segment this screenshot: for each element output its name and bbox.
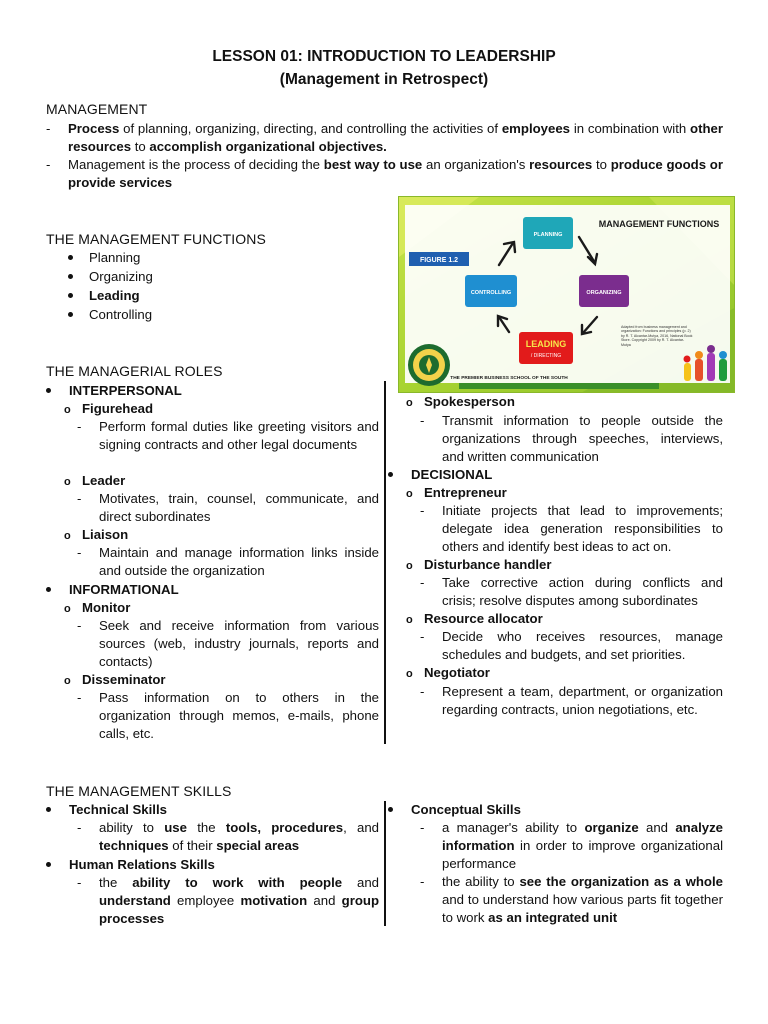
role-spokesperson-desc: - Transmit information to people outside the organizations through speeches, interviews, and written communication	[420, 413, 723, 464]
figure-title: MANAGEMENT FUNCTIONS	[598, 219, 720, 229]
text-run: other resources	[68, 121, 724, 154]
text-run: see the organization as a whole	[519, 874, 723, 889]
text-run: resources	[529, 157, 593, 172]
text-run: accomplish organizational objectives.	[149, 139, 387, 154]
skill-conceptual-desc-1: - a manager's ability to organize and analyze information in order to improve organizational performance	[420, 820, 723, 871]
role-category-informational: INFORMATIONAL	[46, 581, 179, 599]
role-resource-allocator: o Resource allocator	[406, 611, 543, 626]
text-run: a manager's ability to	[442, 820, 585, 835]
role-liaison-desc: - Maintain and manage information links inside and outside the organization	[77, 545, 379, 578]
function-item-planning: Planning	[68, 249, 153, 268]
text-run: and	[638, 820, 676, 835]
text-run: use	[164, 820, 187, 835]
text-run: in combination with	[570, 121, 691, 136]
text-run: the	[186, 820, 226, 835]
skills-column-divider	[384, 801, 386, 926]
text-run: special areas	[216, 838, 300, 853]
text-run: , and	[343, 820, 379, 835]
functions-list	[68, 249, 153, 325]
skill-human-relations: Human Relations Skills	[46, 856, 215, 874]
text-run: the ability to	[442, 874, 520, 889]
skill-technical: Technical Skills	[46, 801, 167, 819]
text-run: and to understand how various parts fit together to work	[442, 892, 723, 925]
role-category-interpersonal: INTERPERSONAL	[46, 382, 182, 400]
role-disturbance-handler-desc: - Take corrective action during conflicts and crisis; resolve disputes among subordinates	[420, 575, 723, 608]
text-run: ability to	[99, 820, 165, 835]
text-run: analyze information	[442, 820, 723, 853]
role-negotiator: o Negotiator	[406, 665, 490, 680]
management-item-2: - Management is the process of deciding the best way to use an organization's resources to produce goods or provide services	[46, 157, 723, 190]
text-run: understand	[99, 893, 171, 908]
text-run: of their	[168, 838, 217, 853]
text-run: the	[99, 875, 133, 890]
text-run: to	[131, 139, 150, 154]
role-disseminator-desc: - Pass information on to others in the organization through memos, e-mails, phone calls, etc.	[77, 690, 379, 741]
text-run: Management is the process of deciding the	[68, 157, 324, 172]
role-resource-allocator-desc: - Decide who receives resources, manage schedules and budgets, and set priorities.	[420, 629, 723, 662]
role-monitor: o Monitor	[64, 600, 131, 615]
lesson-subtitle: (Management in Retrospect)	[279, 71, 489, 88]
text-run: and	[342, 875, 380, 890]
text-run: employee	[170, 893, 241, 908]
school-seal-icon	[408, 344, 450, 386]
text-run: as an integrated unit	[488, 910, 618, 925]
skill-conceptual-desc-2: - the ability to see the organization as a whole and to understand how various parts fit together to work as an integrated unit	[420, 874, 723, 925]
function-item-leading: Leading	[68, 287, 153, 306]
role-figurehead-desc: - Perform formal duties like greeting visitors and signing contracts and other legal documents	[77, 419, 379, 452]
lesson-title: LESSON 01: INTRODUCTION TO LEADERSHIP	[212, 48, 556, 65]
roles-heading: THE MANAGERIAL ROLES	[46, 363, 223, 379]
text-run: and	[307, 893, 342, 908]
management-item-1: - Process of planning, organizing, directing, and controlling the activities of employees in combination with other resources to accomplish organizational objectives.	[46, 121, 724, 154]
text-run: motivation	[240, 893, 308, 908]
figure-tag: FIGURE 1.2	[419, 257, 459, 264]
role-disseminator: o Disseminator	[64, 672, 166, 687]
text-run: group processes	[99, 893, 379, 926]
text-run: employees	[501, 121, 571, 136]
role-leader-desc: - Motivates, train, counsel, communicate, and direct subordinates	[77, 491, 379, 524]
role-negotiator-desc: - Represent a team, department, or organization regarding contracts, union negotiations, etc.	[420, 684, 723, 717]
figure-planning-box: PLANNING	[533, 232, 563, 238]
skill-conceptual: Conceptual Skills	[388, 801, 521, 819]
role-spokesperson: o Spokesperson	[406, 394, 515, 409]
management-heading: MANAGEMENT	[46, 101, 148, 117]
figure-graphic	[399, 197, 735, 393]
role-leader: o Leader	[64, 473, 126, 488]
figure-leading-box: LEADING	[525, 339, 567, 349]
text-run: ability to work with people	[132, 875, 343, 890]
role-entrepreneur: o Entrepreneur	[406, 485, 507, 500]
figure-credit: Adapted from business management and organization: Functions and principles (p. 2) by R. T. Alcantar-Mutya, 2016, National Book Store. Copyright 2009 by R. T. Alcantar-Mutya	[621, 325, 693, 347]
text-run: an organization's	[422, 157, 530, 172]
figure-organizing-box: ORGANIZING	[586, 290, 622, 296]
skill-technical-desc: - ability to use the tools, procedures, and techniques of their special areas	[77, 820, 379, 853]
skills-heading: THE MANAGEMENT SKILLS	[46, 783, 232, 799]
text-run: of planning, organizing, directing, and controlling the activities of	[119, 121, 502, 136]
text-run: in order to improve organizational performance	[442, 838, 723, 871]
text-run: organize	[584, 820, 639, 835]
role-category-decisional: DECISIONAL	[388, 466, 492, 484]
function-item-organizing: Organizing	[68, 268, 153, 287]
text-run: Process	[68, 121, 120, 136]
role-liaison: o Liaison	[64, 527, 129, 542]
text-run: tools, procedures	[225, 820, 344, 835]
role-entrepreneur-desc: - Initiate projects that lead to improvements; delegate idea generation responsibilities to others and identify best ideas to act on.	[420, 503, 723, 554]
function-item-controlling: Controlling	[68, 306, 153, 325]
text-run: produce goods or provide services	[68, 157, 723, 190]
figure-controlling-box: CONTROLLING	[470, 290, 512, 296]
figure-directing-label: / DIRECTING	[530, 353, 562, 359]
figure-school-name: THE PREMIER BUSINESS SCHOOL OF THE SOUTH	[450, 376, 568, 381]
text-run: best way to use	[323, 157, 423, 172]
roles-column-divider	[384, 381, 386, 744]
skill-human-relations-desc: - the ability to work with people and understand employee motivation and group processes	[77, 875, 380, 926]
text-run: techniques	[99, 838, 169, 853]
text-run: to	[592, 157, 611, 172]
role-figurehead: o Figurehead	[64, 401, 154, 416]
functions-heading: THE MANAGEMENT FUNCTIONS	[46, 231, 266, 247]
role-monitor-desc: - Seek and receive information from various sources (web, industry journals, reports and contacts)	[77, 618, 379, 669]
management-functions-figure	[398, 196, 735, 393]
role-disturbance-handler: o Disturbance handler	[406, 557, 552, 572]
